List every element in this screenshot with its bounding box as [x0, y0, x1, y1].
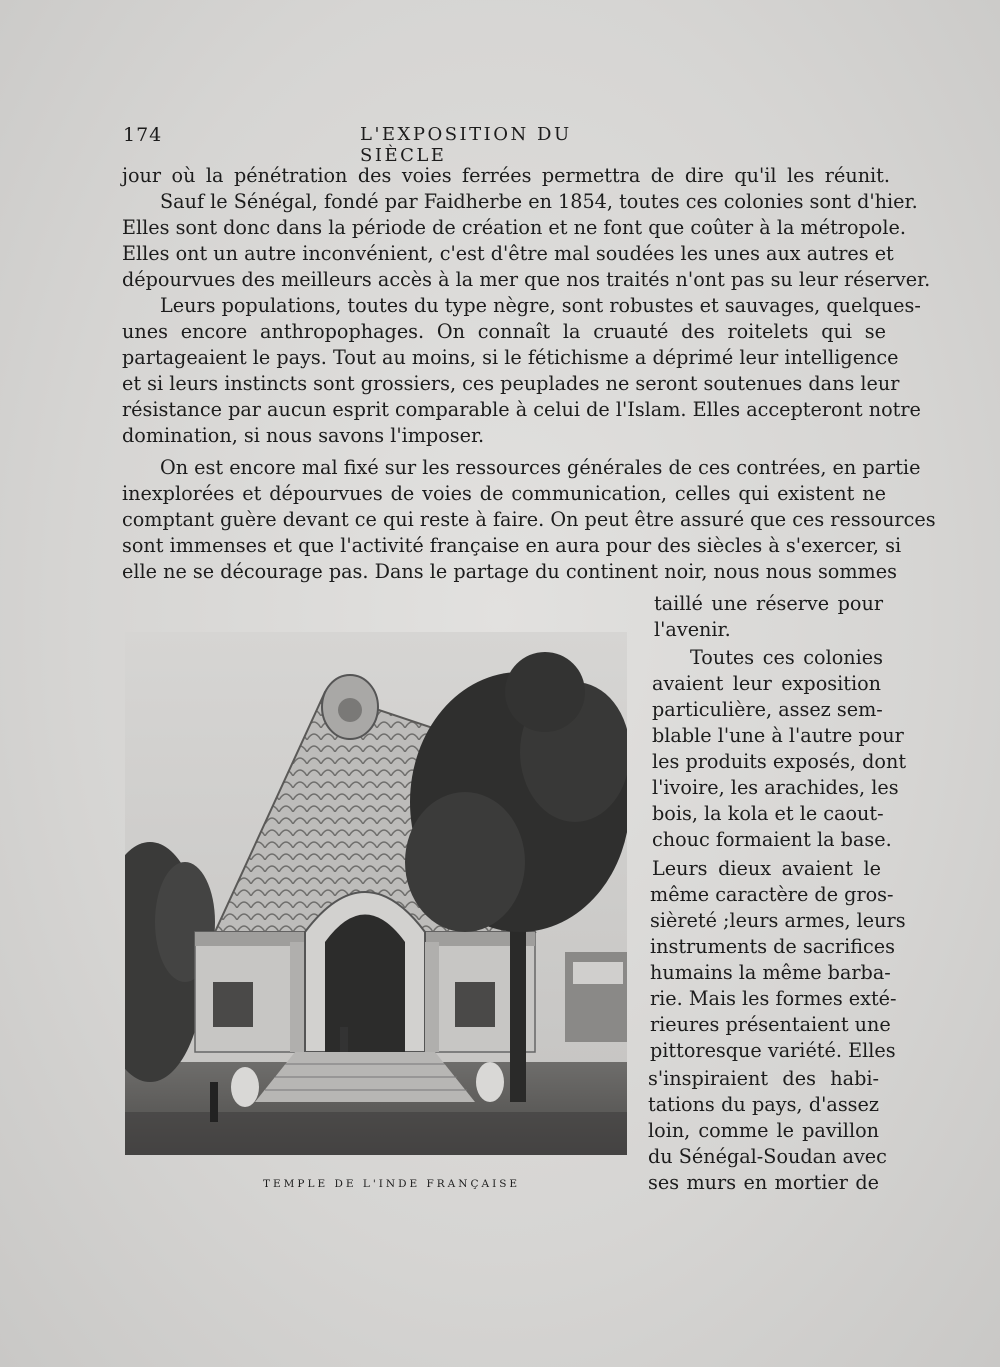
- text-line: unes encore anthropophages. On connaît la cruauté des roitelets qui se: [122, 320, 886, 343]
- text-line: partageaient le pays. Tout au moins, si le fétichisme a déprimé leur intelligence: [122, 346, 899, 369]
- side-text-line: chouc formaient la base.: [652, 828, 892, 851]
- temple-photograph: [125, 632, 627, 1155]
- text-line: elle ne se décourage pas. Dans le partage du continent noir, nous nous sommes: [122, 560, 897, 583]
- text-line: jour où la pénétration des voies ferrées permettra de dire qu'il les réunit.: [122, 164, 890, 187]
- side-text-line: pittoresque variété. Elles: [650, 1039, 896, 1062]
- side-text-line: blable l'une à l'autre pour: [652, 724, 904, 747]
- side-text-line: tations du pays, d'assez: [648, 1093, 879, 1116]
- side-text-line: particulière, assez sem-: [652, 698, 883, 721]
- side-text-line: rie. Mais les formes exté-: [650, 987, 897, 1010]
- text-line: sont immenses et que l'activité française en aura pour des siècles à s'exercer, si: [122, 534, 902, 557]
- text-line: et si leurs instincts sont grossiers, ces peuplades ne seront soutenues dans leur: [122, 372, 900, 395]
- text-line: Elles ont un autre inconvénient, c'est d'être mal soudées les unes aux autres et: [122, 242, 894, 265]
- running-header: [0, 124, 1000, 166]
- side-text-line: les produits exposés, dont: [652, 750, 907, 773]
- side-text-line: instruments de sacrifices: [650, 935, 895, 958]
- side-text-line: l'ivoire, les arachides, les: [652, 776, 899, 799]
- temple-photograph-drawing: [125, 632, 627, 1155]
- side-text-line: avaient leur exposition: [652, 672, 881, 695]
- page-number: 174: [123, 124, 163, 146]
- text-line: domination, si nous savons l'imposer.: [122, 424, 485, 447]
- text-line: Elles sont donc dans la période de création et ne font que coûter à la métropole.: [122, 216, 906, 239]
- side-text-line: sièreté ;leurs armes, leurs: [650, 909, 906, 932]
- side-text-line: du Sénégal-Soudan avec: [648, 1145, 887, 1168]
- text-line: inexplorées et dépourvues de voies de communication, celles qui existent ne: [122, 482, 886, 505]
- side-text-line: Toutes ces colonies: [690, 646, 883, 669]
- side-text-line: humains la même barba-: [650, 961, 891, 984]
- text-line: On est encore mal fixé sur les ressources générales de ces contrées, en partie: [160, 456, 921, 479]
- side-text-line: taillé une réserve pour: [654, 592, 883, 615]
- text-line: comptant guère devant ce qui reste à faire. On peut être assuré que ces ressources: [122, 508, 936, 531]
- side-text-line: rieures présentaient une: [650, 1013, 891, 1036]
- running-title: L'EXPOSITION DU SIÈCLE: [360, 124, 572, 166]
- side-text-line: même caractère de gros-: [650, 883, 894, 906]
- text-line: dépourvues des meilleurs accès à la mer que nos traités n'ont pas su leur réserver.: [122, 268, 931, 291]
- text-line: Leurs populations, toutes du type nègre, sont robustes et sauvages, quelques-: [160, 294, 921, 317]
- side-text-line: l'avenir.: [654, 618, 731, 641]
- text-line: Sauf le Sénégal, fondé par Faidherbe en 1854, toutes ces colonies sont d'hier.: [160, 190, 918, 213]
- figure-caption: TEMPLE DE L'INDE FRANÇAISE: [263, 1178, 521, 1190]
- side-text-line: Leurs dieux avaient le: [652, 857, 881, 880]
- side-text-line: s'inspiraient des habi-: [648, 1067, 879, 1090]
- side-text-line: bois, la kola et le caout-: [652, 802, 884, 825]
- text-line: résistance par aucun esprit comparable à celui de l'Islam. Elles accepteront notre: [122, 398, 921, 421]
- side-text-line: loin, comme le pavillon: [648, 1119, 879, 1142]
- side-text-line: ses murs en mortier de: [648, 1171, 879, 1194]
